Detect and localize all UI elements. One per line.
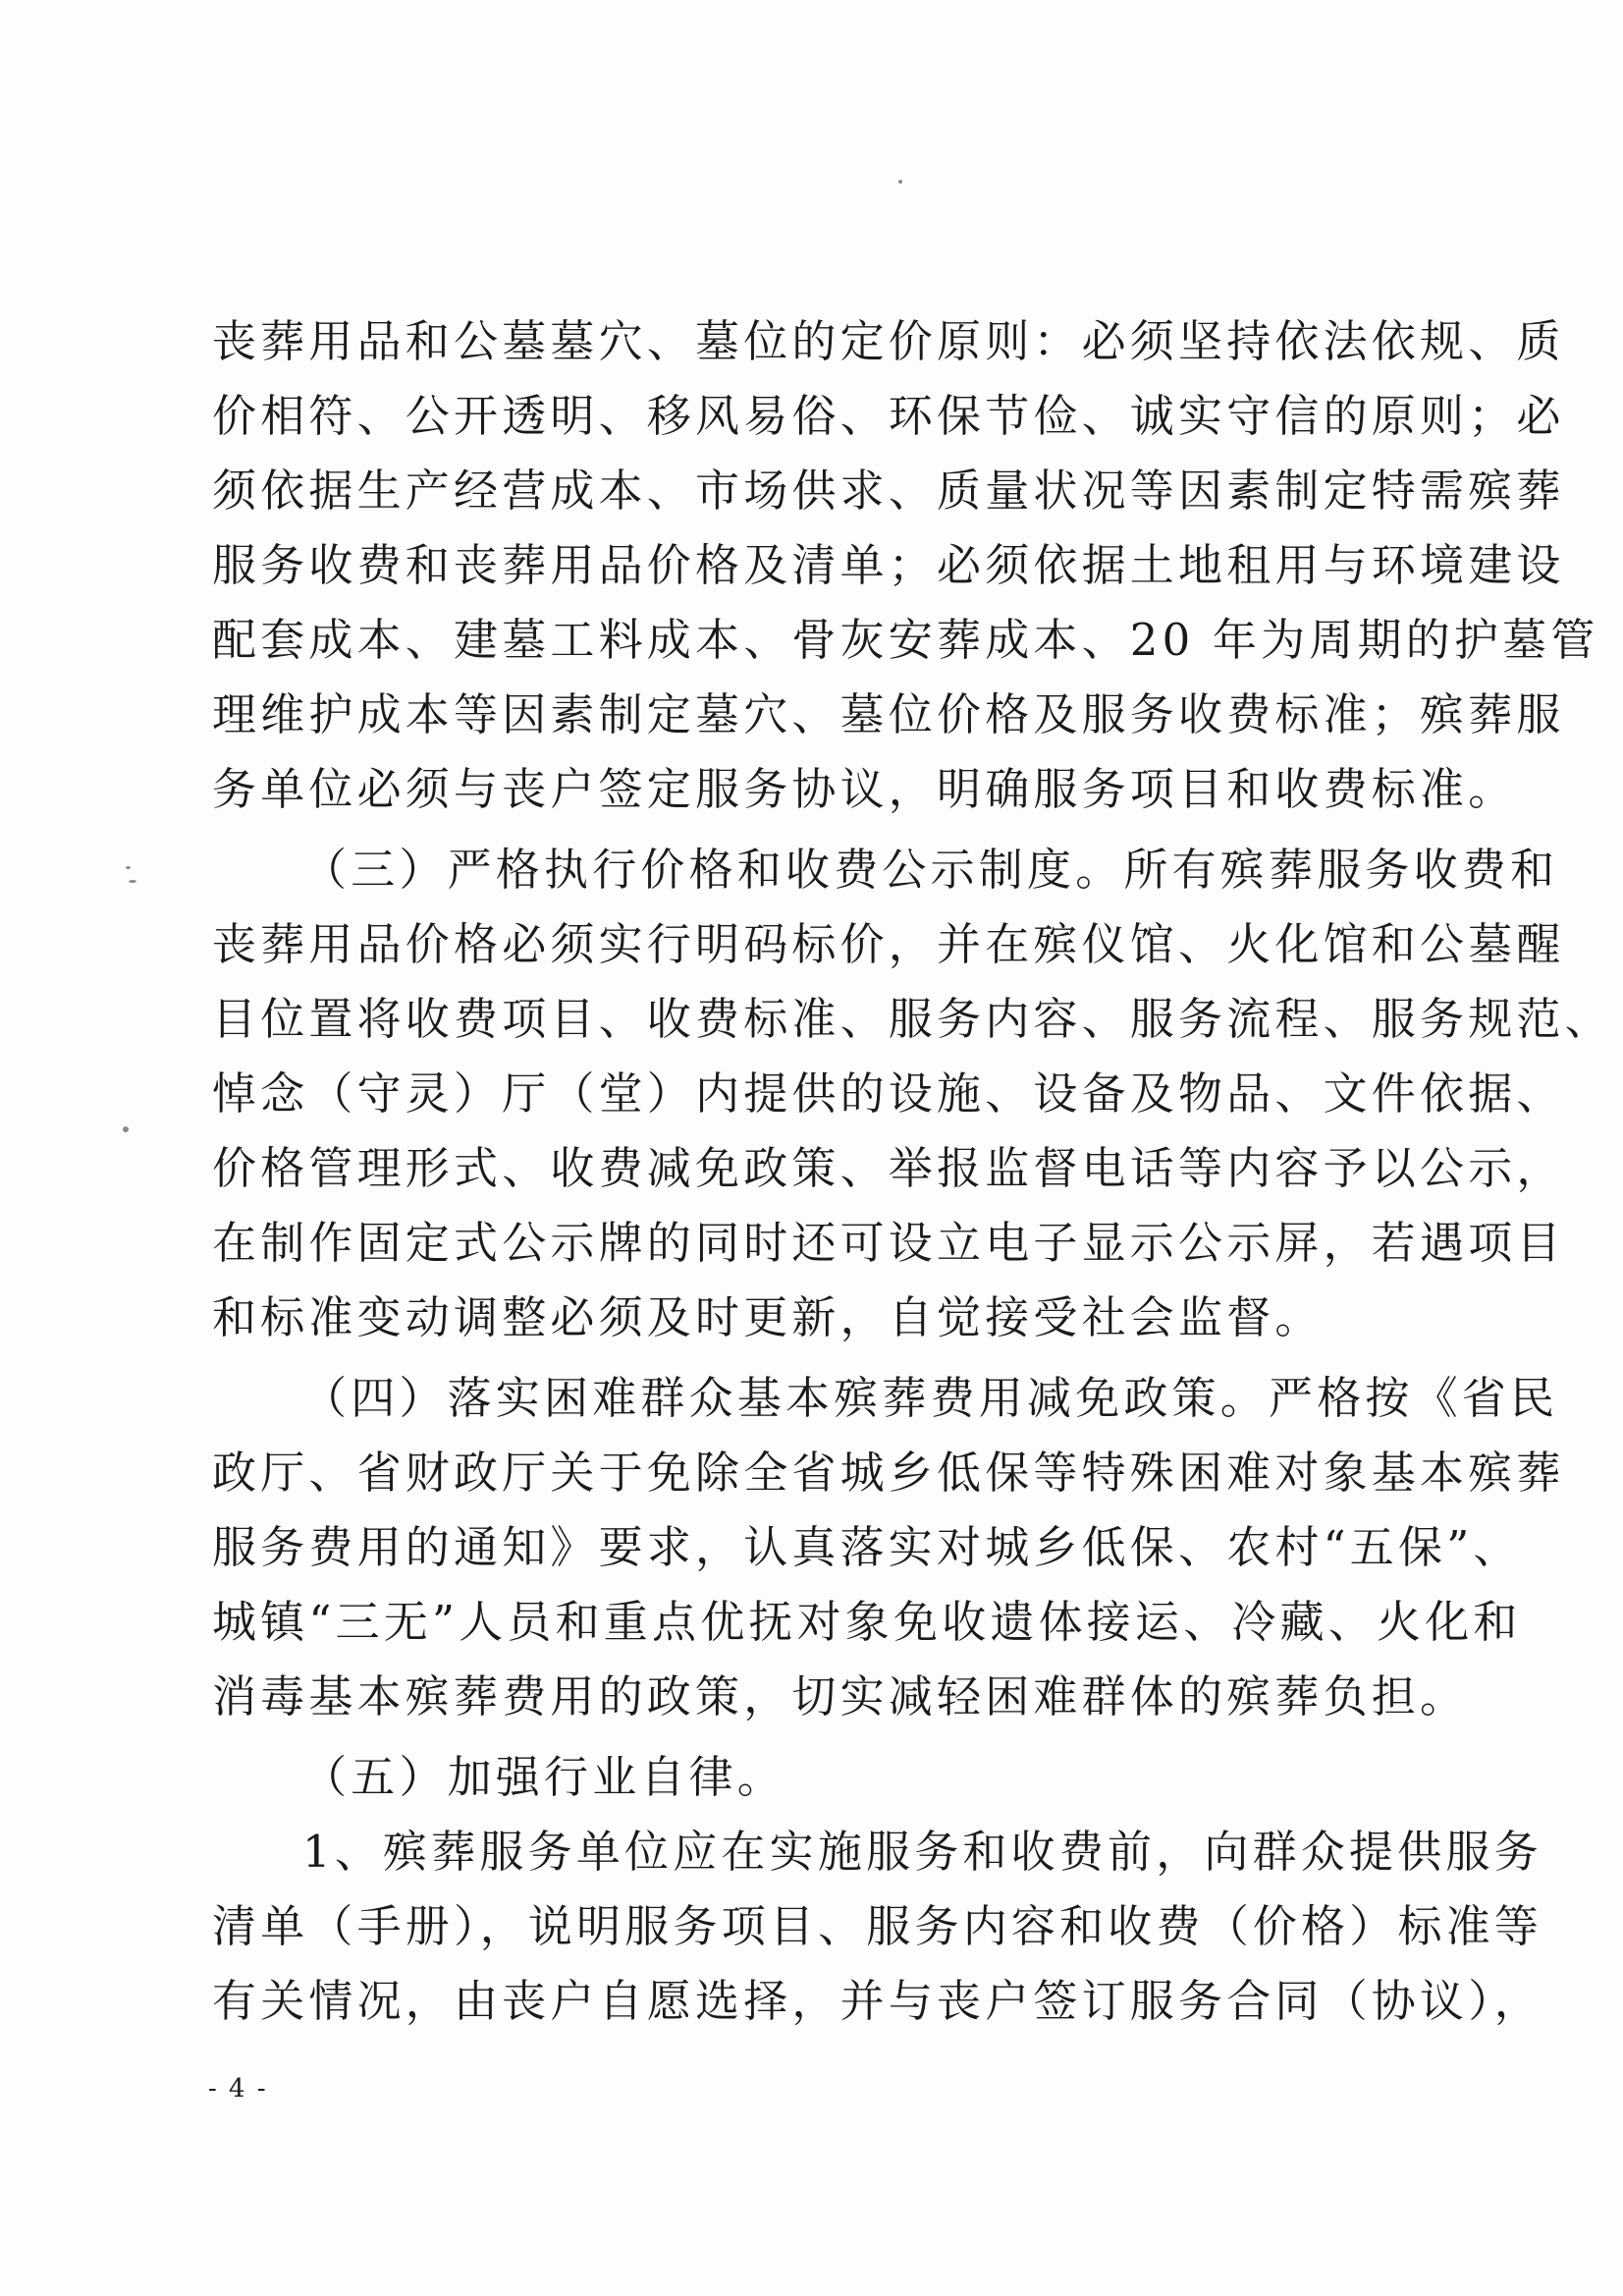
text-line: 须依据生产经营成本、市场供求、质量状况等因素制定特需殡葬 <box>212 465 1565 517</box>
page-number: - 4 - <box>208 2074 268 2104</box>
text-line: 清单（手册），说明服务项目、服务内容和收费（价格）标准等 <box>212 1900 1543 1952</box>
text-line: 价相符、公开透明、移风易俗、环保节俭、诚实守信的原则；必 <box>212 390 1565 442</box>
text-line: 务单位必须与丧户签定服务协议，明确服务项目和收费标准。 <box>212 763 1517 815</box>
section-heading-line: （三）严格执行价格和收费公示制度。所有殡葬服务收费和 <box>302 844 1559 896</box>
text-line: 政厅、省财政厅关于免除全省城乡低保等特殊困难对象基本殡葬 <box>212 1447 1565 1499</box>
text-line: 有关情况，由丧户自愿选择，并与丧户签订服务合同（协议）， <box>212 1975 1543 2027</box>
text-line: 悼念（守灵）厅（堂）内提供的设施、设备及物品、文件依据、 <box>212 1067 1565 1120</box>
text-line: 理维护成本等因素制定墓穴、墓位价格及服务收费标准；殡葬服 <box>212 688 1565 740</box>
text-line: 服务收费和丧葬用品价格及清单；必须依据土地租用与环境建设 <box>212 539 1565 591</box>
text-line: 丧葬用品和公墓墓穴、墓位的定价原则：必须坚持依法依规、质 <box>212 315 1565 367</box>
scan-speck <box>126 866 131 869</box>
text-line: 和标准变动调整必须及时更新，自觉接受社会监督。 <box>212 1291 1324 1343</box>
scan-speck <box>123 1126 129 1132</box>
list-item-line: 1、殡葬服务单位应在实施服务和收费前，向群众提供服务 <box>302 1826 1542 1878</box>
text-line: 服务费用的通知》要求，认真落实对城乡低保、农村“五保”、 <box>212 1521 1522 1573</box>
text-line: 在制作固定式公示牌的同时还可设立电子显示公示屏，若遇项目 <box>212 1217 1565 1269</box>
scan-speck <box>129 880 136 883</box>
text-line: 配套成本、建墓工料成本、骨灰安葬成本、20 年为周期的护墓管 <box>212 614 1599 666</box>
text-line: 城镇“三无”人员和重点优抚对象免收遗体接运、冷藏、火化和 <box>212 1596 1522 1648</box>
text-line: 丧葬用品价格必须实行明码标价，并在殡仪馆、火化馆和公墓醒 <box>212 918 1565 970</box>
text-line: 价格管理形式、收费减免政策、举报监督电话等内容予以公示， <box>212 1142 1565 1194</box>
scan-speck <box>898 180 902 184</box>
section-heading-line: （四）落实困难群众基本殡葬费用减免政策。严格按《省民 <box>302 1372 1559 1424</box>
section-heading-line: （五）加强行业自律。 <box>302 1751 786 1803</box>
text-line: 目位置将收费项目、收费标准、服务内容、服务流程、服务规范、 <box>212 993 1613 1045</box>
text-line: 消毒基本殡葬费用的政策，切实减轻困难群体的殡葬负担。 <box>212 1670 1469 1722</box>
